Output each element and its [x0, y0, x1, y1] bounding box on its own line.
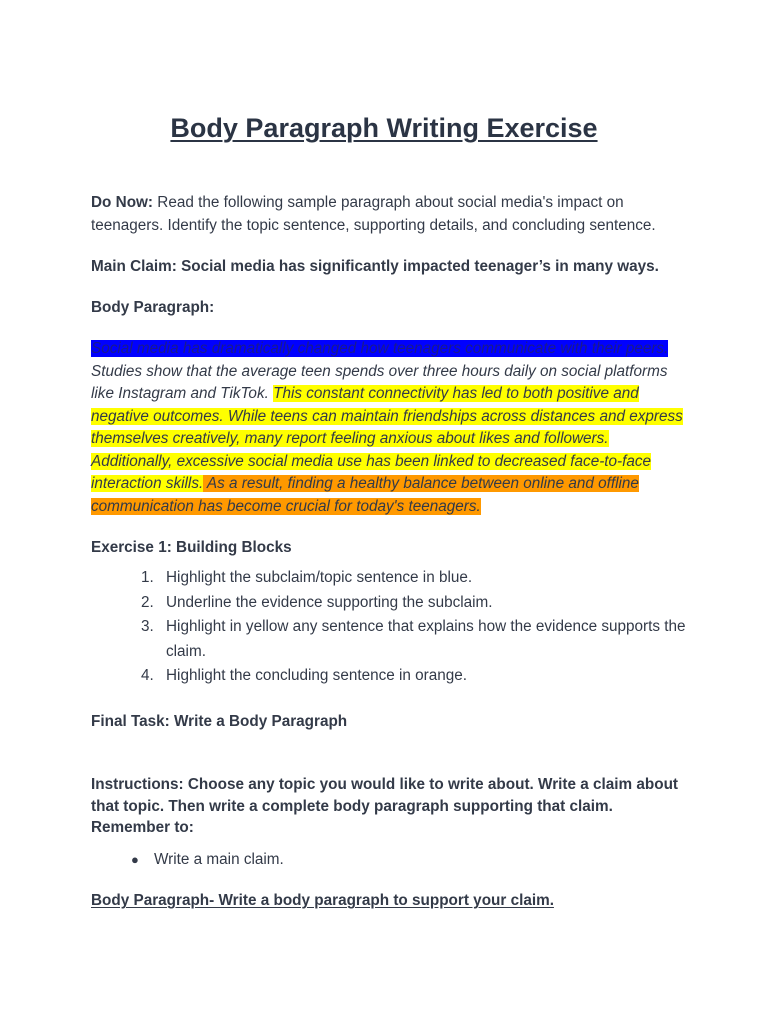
concluding-sentence-highlight: As a result, finding a healthy balance between online and offline communication has become crucial for today's teenagers.	[91, 475, 639, 515]
list-number: 1.	[141, 569, 154, 586]
list-item-text: Highlight the concluding sentence in orange.	[166, 667, 468, 684]
body-paragraph-label: Body Paragraph:	[91, 299, 215, 316]
list-item-text: Highlight in yellow any sentence that explains how the evidence supports the claim.	[166, 618, 686, 660]
exercise1-list	[91, 566, 691, 689]
instructions-text: Instructions: Choose any topic you would like to write about. Write a claim about that topic. Then write a complete body paragraph supporting that claim. Remember to:	[91, 776, 679, 836]
explanation-highlight: This constant connectivity has led to both positive and negative outcomes. While teens can maintain friendships across distances and express themselves creatively, many report feeling anxious about likes and followers. Additionally, excessive social media use has been linked to decreased face-to-face interaction skills.	[91, 385, 683, 492]
list-item-text: Underline the evidence supporting the subclaim.	[166, 593, 493, 611]
list-item	[91, 566, 691, 591]
list-number: 2.	[141, 593, 154, 611]
list-item-text: Highlight the subclaim/topic sentence in blue.	[166, 569, 473, 586]
topic-sentence-highlight: Social media has dramatically changed how teenagers communicate with their peers.	[91, 340, 669, 357]
exercise1-heading: Exercise 1: Building Blocks	[91, 539, 292, 556]
bullet-icon: ●	[131, 852, 139, 867]
list-item	[91, 591, 691, 616]
document-title: Body Paragraph Writing Exercise	[170, 113, 598, 143]
body-paragraph-task: Body Paragraph- Write a body paragraph to support your claim.	[91, 892, 554, 909]
do-now-text: Read the following sample paragraph about social media's impact on teenagers. Identify the topic sentence, supporting details, and concluding sentence.	[91, 194, 656, 234]
reminder-list	[91, 848, 284, 871]
do-now-paragraph	[91, 191, 691, 237]
list-item	[91, 615, 691, 664]
evidence-sentence: Studies show that the average teen spends over three hours daily on social platforms like Instagram and TikTok.	[91, 362, 668, 402]
list-item	[91, 664, 691, 689]
list-number: 3.	[141, 618, 154, 635]
do-now-label: Do Now:	[91, 194, 154, 211]
sample-paragraph	[91, 338, 691, 518]
final-task-heading: Final Task: Write a Body Paragraph	[91, 713, 348, 730]
list-number: 4.	[141, 667, 154, 684]
list-item	[91, 848, 284, 871]
main-claim: Main Claim: Social media has significantly impacted teenager’s in many ways.	[91, 258, 659, 275]
list-item-text: Write a main claim.	[154, 851, 284, 868]
